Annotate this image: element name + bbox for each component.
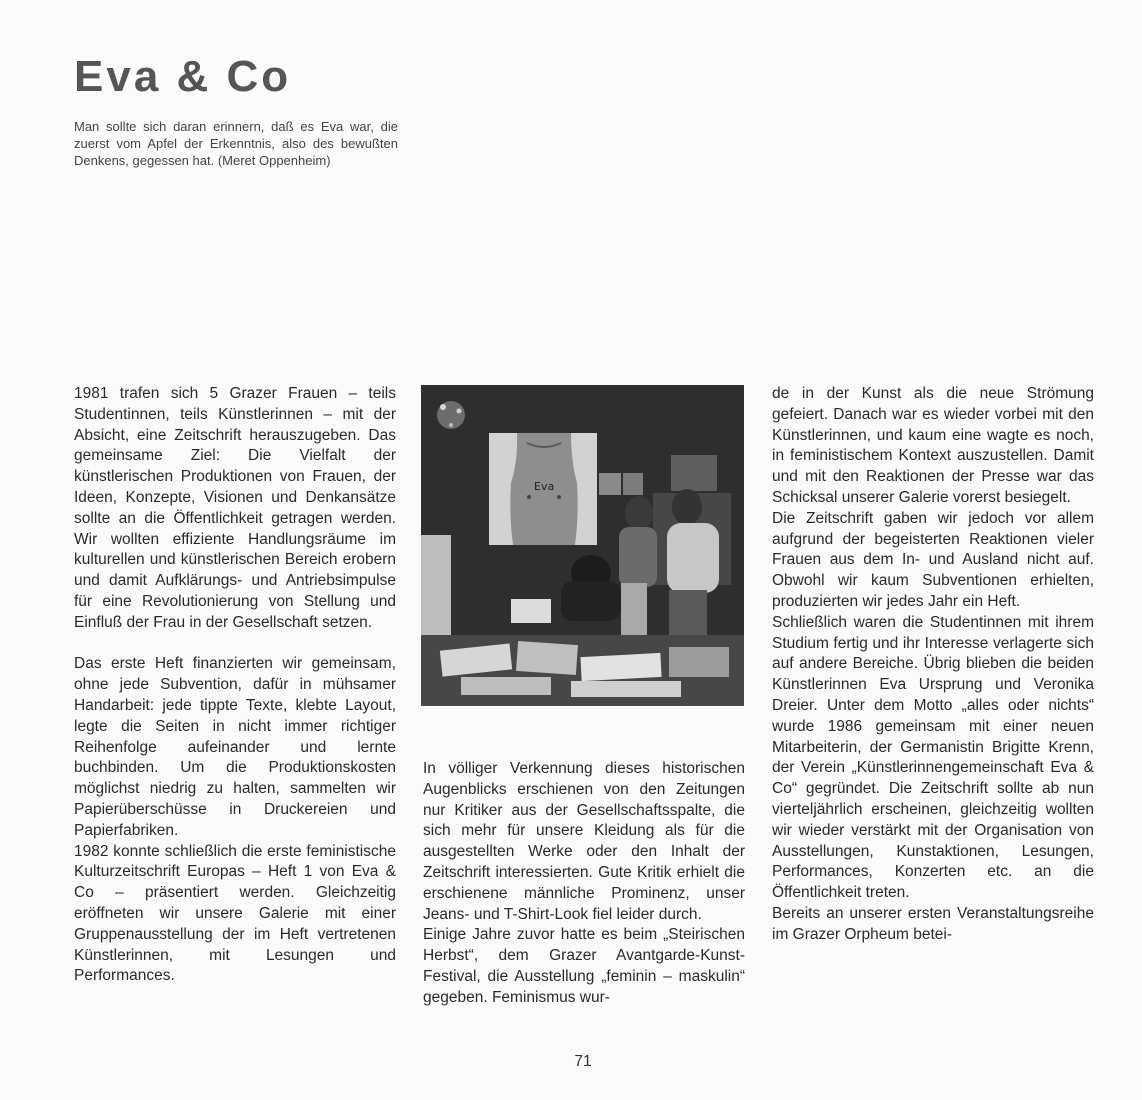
article-title: Eva & Co	[74, 52, 292, 101]
text-column-1	[74, 384, 396, 987]
text-column-2	[423, 759, 745, 1009]
paragraph: de in der Kunst als die neue Strömung gefeiert. Danach war es wieder vorbei mit den Künstlerinnen, und kaum eine wagte es noch, in feministischem Kontext auszustellen. Damit und mit den Reaktionen der Presse war das Schicksal unserer Galerie vorerst besiegelt.	[772, 385, 1094, 506]
text-column-3	[772, 384, 1094, 946]
paragraph: Die Zeitschrift gaben wir jedoch vor allem aufgrund der begeisterten Reaktionen vieler Frauen aus dem In- und Ausland nicht auf. Obwohl wir kaum Subventionen erhielten, produzierten wir jedes Jahr ein Heft.	[772, 509, 1094, 610]
paragraph: Bereits an unserer ersten Veranstaltungsreihe im Grazer Orpheum betei-	[772, 904, 1094, 943]
page-number: 71	[574, 1053, 592, 1070]
paragraph: Schließlich waren die Studentinnen mit ihrem Studium fertig und ihr Interesse verlagerte sich auf andere Bereiche. Übrig blieben die beiden Künstlerinnen Eva Ursprung und Veronika Dreier. Unter dem Motto „alles oder nichts“ wurde 1986 gemeinsam mit einer neuen Mitarbeiterin, der Germanistin Brigitte Krenn, der Verein „Künstlerinnengemeinschaft Eva & Co“ gegründet. Die Zeitschrift sollte ab nun vierteljährlich erscheinen, gleichzeitig wollten wir wieder verstärkt mit der Organisation von Ausstellungen, Kunstaktionen, Lesungen, Performances, Konzerten etc. an die Öffentlichkeit treten.	[772, 613, 1094, 902]
paragraph: Das erste Heft finanzierten wir gemeinsam, ohne jede Subvention, dafür in mühsamer Handarbeit: jede tippte Texte, klebte Layout, legte die Seiten in nicht immer richtiger Reihenfolge aufeinander und lernte buchbinden. Um die Produktionskosten möglichst niedrig zu halten, sammelten wir Papierüberschüsse in Druckereien und Papierfabriken.	[74, 655, 396, 839]
svg-text:Eva: Eva	[534, 480, 555, 493]
paragraph: 1982 konnte schließlich die erste feministische Kulturzeitschrift Europas – Heft 1 von Eva & Co – präsentiert werden. Gleichzeitig eröffneten wir unsere Galerie mit einer Gruppenausstellung der im Heft vertretenen Künstlerinnen, mit Lesungen und Performances.	[74, 842, 396, 985]
paragraph: 1981 trafen sich 5 Grazer Frauen – teils Studentinnen, teils Künstlerinnen – mit der Absicht, eine Zeitschrift herauszugeben. Das gemeinsame Ziel: Die Vielfalt der künstlerischen Produktionen von Frauen, der Ideen, Konzepte, Visionen und Denkansätze sollte an die Öffentlichkeit getragen werden. Wir wollten effiziente Handlungsräume im kulturellen und künstlerischen Bereich erobern und damit Aufklärungs- und Antriebsimpulse für eine Revolutionierung von Stellung und Einfluß der Frau in der Gesellschaft setzen.	[74, 385, 396, 631]
epigraph-quote: Man sollte sich daran erinnern, daß es Eva war, die zuerst vom Apfel der Erkenntnis, also des bewußten Denkens, gegessen hat. (Meret Oppenheim)	[74, 119, 398, 168]
paragraph: Einige Jahre zuvor hatte es beim „Steirischen Herbst“, dem Grazer Avantgarde-Kunst-Festival, die Ausstellung „feminin – maskulin“ gegeben. Feminismus wur-	[423, 926, 745, 1006]
paragraph: In völliger Verkennung dieses historischen Augenblicks erschienen von den Zeitungen nur Kritiker aus der Gesellschaftsspalte, die sich mehr für unsere Kleidung als für die ausgestellten Werke oder den Inhalt der Zeitschrift interessierten. Gute Kritik erhielt die erschienene männliche Prominenz, unser Jeans- und T-Shirt-Look fiel leider durch.	[423, 760, 745, 923]
exhibition-photo	[421, 385, 744, 706]
